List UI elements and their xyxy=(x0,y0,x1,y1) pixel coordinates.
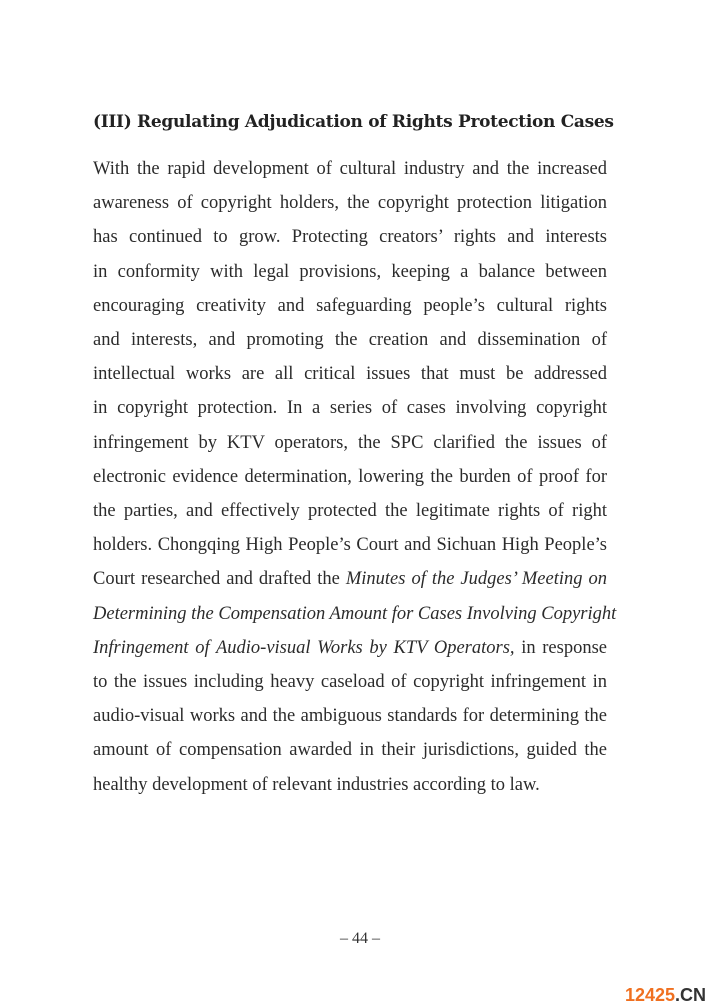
section-heading: (III) Regulating Adjudication of Rights Protection Cases xyxy=(93,112,614,132)
paragraph-line xyxy=(93,226,607,248)
watermark-number: 12425 xyxy=(624,985,675,1005)
body-text: and interests, and promoting the creation and dissemination of xyxy=(93,330,607,350)
body-text: electronic evidence determination, lowering the burden of proof for xyxy=(93,466,607,487)
body-text: awareness of copyright holders, the copyright protection litigation xyxy=(93,193,607,214)
paragraph-line xyxy=(93,774,607,796)
paragraph-line xyxy=(93,739,607,761)
paragraph-line xyxy=(93,192,607,214)
body-text: in copyright protection. In a series of cases involving copyright xyxy=(93,398,607,419)
paragraph-line xyxy=(93,158,607,180)
body-text: intellectual works are all critical issues that must be addressed xyxy=(93,364,607,385)
body-text: healthy development of relevant industries according to law. xyxy=(93,774,540,795)
italic-title-text: Determining the Compensation Amount for Cases Involving Copyright xyxy=(93,603,617,624)
watermark-logo xyxy=(625,985,706,1006)
paragraph-line xyxy=(93,568,607,590)
italic-title-text: Minutes of the Judges’ Meeting on xyxy=(345,569,607,590)
paragraph-line xyxy=(93,329,607,351)
paragraph-line xyxy=(93,363,607,385)
paragraph-line xyxy=(93,671,607,693)
paragraph-line xyxy=(93,466,607,488)
watermark-suffix: .CN xyxy=(675,985,706,1005)
paragraph-line xyxy=(93,705,607,727)
body-text: With the rapid development of cultural industry and the increased xyxy=(93,159,607,179)
paragraph-line xyxy=(93,603,617,625)
body-text: holders. Chongqing High People’s Court and Sichuan High People’s xyxy=(93,535,607,556)
body-text: encouraging creativity and safeguarding people’s cultural rights xyxy=(93,295,607,316)
italic-title-text: Infringement of Audio-visual Works by KTV Operators, xyxy=(93,637,515,658)
body-text: audio-visual works and the ambiguous standards for determining the xyxy=(93,706,607,727)
body-text: the parties, and effectively protected the legitimate rights of right xyxy=(93,501,607,521)
paragraph-line xyxy=(93,500,607,522)
paragraph-line xyxy=(93,397,607,419)
body-text: infringement by KTV operators, the SPC clarified the issues of xyxy=(93,432,607,453)
body-text: amount of compensation awarded in their jurisdictions, guided the xyxy=(93,740,607,761)
body-text: in response xyxy=(514,637,607,658)
body-text: to the issues including heavy caseload of copyright infringement in xyxy=(93,672,607,692)
page-number: – 44 – xyxy=(340,930,380,947)
paragraph-line xyxy=(93,295,607,317)
paragraph-line xyxy=(93,432,607,454)
paragraph-line xyxy=(93,534,607,556)
paragraph-line xyxy=(93,261,607,283)
body-text: in conformity with legal provisions, keeping a balance between xyxy=(93,261,607,282)
body-text: Court researched and drafted the xyxy=(93,569,346,590)
body-text: has continued to grow. Protecting creators’ rights and interests xyxy=(93,227,607,248)
paragraph-line xyxy=(93,637,607,659)
